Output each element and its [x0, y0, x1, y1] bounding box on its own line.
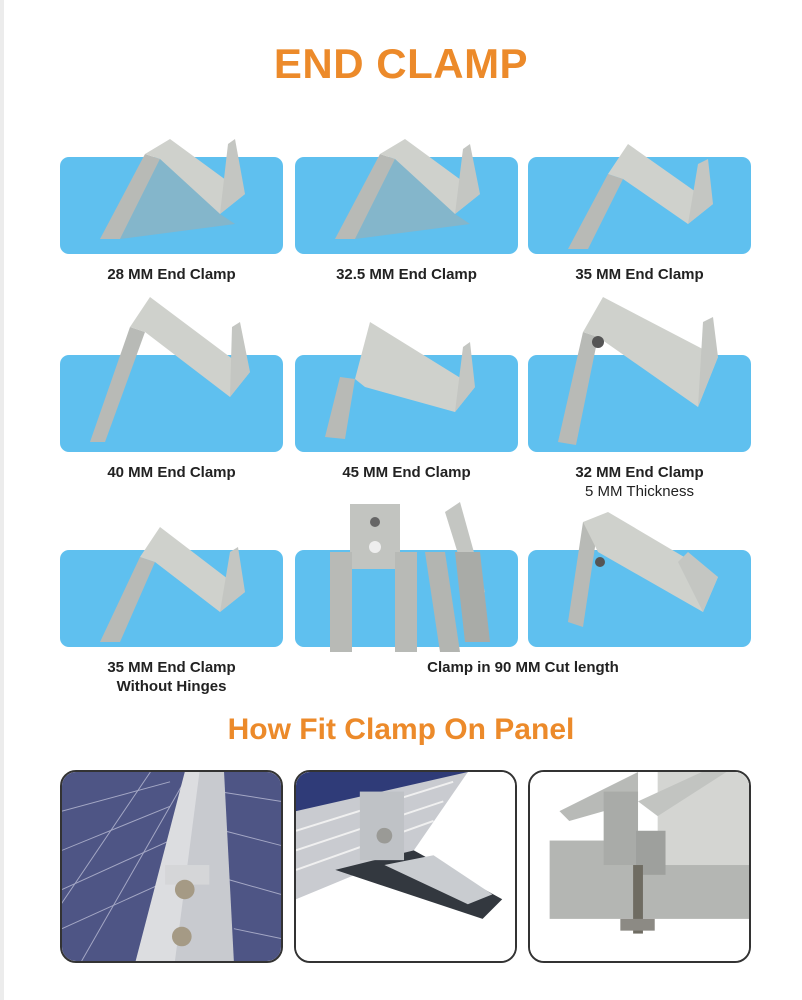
product-label: 45 MM End Clamp [342, 464, 471, 481]
clamp-90mm-image [528, 492, 751, 652]
product-card-32-5mm [295, 157, 518, 254]
page-edge [0, 0, 4, 1000]
product-card-40mm [60, 355, 283, 452]
end-clamp-image [60, 492, 283, 652]
photo-clamp-on-panel-frame-corner [294, 770, 517, 963]
photo-clamp-on-solar-panel-rail [60, 770, 283, 963]
product-card-32mm-5mm-thickness [528, 355, 751, 452]
section-title: How Fit Clamp On Panel [227, 713, 575, 746]
product-card-35mm [528, 157, 751, 254]
end-clamp-image [295, 99, 518, 259]
end-clamp-image [528, 99, 751, 259]
product-label: 40 MM End Clamp [107, 464, 236, 481]
product-card-90mm-cut-length-alt [528, 550, 751, 647]
product-card-28mm [60, 157, 283, 254]
product-label: 35 MM End Clamp Without Hinges [107, 659, 236, 695]
page-title: END CLAMP [273, 40, 529, 87]
end-clamp-image [295, 297, 518, 457]
product-card-35mm-without-hinges [60, 550, 283, 647]
end-clamp-image [528, 297, 751, 457]
product-label: 32.5 MM End Clamp [336, 266, 477, 283]
clamp-90mm-image [295, 492, 518, 652]
product-label: 28 MM End Clamp [107, 266, 236, 283]
product-label: 35 MM End Clamp [575, 266, 704, 283]
end-clamp-image [60, 99, 283, 259]
product-label: Clamp in 90 MM Cut length [427, 659, 619, 676]
product-label: 32 MM End Clamp 5 MM Thickness [575, 464, 704, 500]
end-clamp-image [60, 297, 283, 457]
product-card-90mm-cut-length [295, 550, 518, 647]
photo-clamp-with-bolt-closeup [528, 770, 751, 963]
product-card-45mm [295, 355, 518, 452]
